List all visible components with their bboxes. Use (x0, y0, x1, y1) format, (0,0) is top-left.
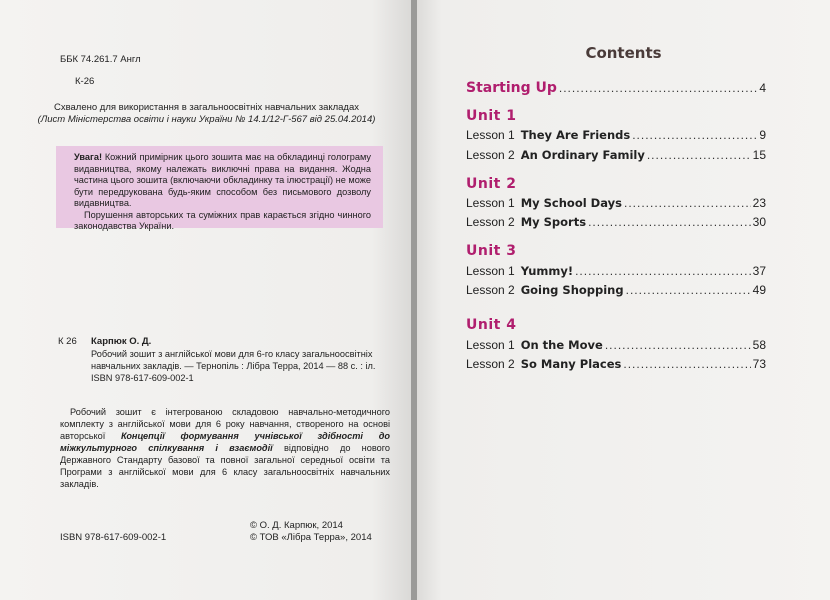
toc-page-number: 58 (752, 338, 766, 352)
book-description (60, 406, 390, 490)
toc-lesson-number: Lesson 1 (466, 196, 515, 210)
warning-box (56, 146, 383, 231)
toc-lesson-number: Lesson 1 (466, 264, 515, 278)
toc-leader-dots (626, 283, 751, 297)
toc-lesson-number: Lesson 2 (466, 148, 515, 162)
description-part-2: відповідно до нового Державного Стандарту базової та повної загальної середньої освіти та Програми з англійської мови для 6 класу загальноосвітніх навчальних закладів. (60, 443, 390, 489)
toc-unit-1-lesson-1[interactable] (466, 128, 766, 142)
toc-page-number: 49 (752, 283, 766, 297)
toc-page-number: 23 (752, 196, 766, 210)
toc-entry-title: Starting Up (466, 80, 557, 96)
toc-entry-title: Going Shopping (520, 283, 624, 297)
unit-4-heading: Unit 4 (466, 317, 517, 333)
toc-leader-dots (605, 338, 751, 352)
catalog-description (91, 348, 391, 384)
unit-2-heading: Unit 2 (466, 176, 517, 192)
toc-leader-dots (624, 196, 751, 210)
toc-unit-2-lesson-1[interactable] (466, 196, 766, 210)
udk-code: К-26 (75, 76, 95, 87)
description-concept: Концепції формування учнівської здібності до міжкультурного спілкування і взаємодії (60, 431, 390, 453)
copyright-author: © О. Д. Карпюк, 2014 (250, 520, 343, 531)
toc-lesson-number: Lesson 1 (466, 128, 515, 142)
warning-copyright-text: Порушення авторських та суміжних прав карається згідно чинного законодавства України. (74, 209, 371, 231)
toc-unit-4-lesson-1[interactable] (466, 338, 766, 352)
catalog-line-2: навчальних закладів. — Тернопіль : Лібра Терра, 2014 — 88 с. : іл. (91, 361, 376, 371)
catalog-line-1: Робочий зошит з англійської мови для 6-го класу загальноосвітніх (91, 349, 373, 359)
toc-entry-title: On the Move (520, 338, 603, 352)
unit-1-heading: Unit 1 (466, 108, 517, 124)
toc-entry-title: Yummy! (520, 264, 574, 278)
toc-page-number: 37 (752, 264, 766, 278)
toc-entry-title: My School Days (520, 196, 622, 210)
toc-unit-3-lesson-2[interactable] (466, 283, 766, 297)
toc-leader-dots (588, 215, 751, 229)
toc-lesson-number: Lesson 2 (466, 357, 515, 371)
toc-lesson-number: Lesson 1 (466, 338, 515, 352)
right-page (417, 0, 830, 600)
toc-leader-dots (559, 81, 757, 95)
toc-lesson-number: Lesson 2 (466, 283, 515, 297)
toc-page-number: 30 (752, 215, 766, 229)
unit-3-heading: Unit 3 (466, 243, 517, 259)
isbn-bottom: ISBN 978-617-609-002-1 (60, 532, 167, 543)
toc-unit-4-lesson-2[interactable] (466, 357, 766, 371)
contents-title: Contents (585, 44, 662, 62)
toc-leader-dots (647, 148, 751, 162)
description-part-1: Робочий зошит є інтегрованою складовою навчально-методичного комплекту з англійської мови для 6 року навчання, створеного на основі авторської (60, 407, 390, 441)
toc-page-number: 73 (752, 357, 766, 371)
toc-page-number: 4 (759, 81, 766, 95)
warning-title: Увага! (74, 152, 102, 162)
bbk-code: ББК 74.261.7 Англ (60, 54, 141, 65)
copyright-publisher: © ТОВ «Лібра Терра», 2014 (250, 532, 372, 543)
toc-entry-title: They Are Friends (520, 128, 631, 142)
toc-unit-2-lesson-2[interactable] (466, 215, 766, 229)
toc-entry-title: So Many Places (520, 357, 622, 371)
toc-page-number: 9 (759, 128, 766, 142)
toc-leader-dots (632, 128, 757, 142)
toc-leader-dots (623, 357, 750, 371)
toc-lesson-number: Lesson 2 (466, 215, 515, 229)
warning-text: Кожний примірник цього зошита має на обкладинці голограму видавництва, якому належать виключні права на видання. Жодна частина цього зошита (включаючи обкладинку та ілюстрації) не може бути передрукована будь-яким способом без письмового дозволу видавництва. (74, 152, 371, 208)
catalog-isbn: ISBN 978-617-609-002-1 (91, 373, 194, 383)
toc-page-number: 15 (752, 148, 766, 162)
toc-entry-title: My Sports (520, 215, 587, 229)
approval-reference: (Лист Міністерства освіти і науки України № 14.1/12-Г-567 від 25.04.2014) (37, 114, 376, 125)
toc-entry-title: An Ordinary Family (520, 148, 645, 162)
toc-starting-up[interactable] (466, 80, 766, 96)
catalog-author: Карпюк О. Д. (91, 336, 152, 347)
approval-line: Схвалено для використання в загальноосвітніх навчальних закладах (53, 102, 360, 113)
toc-leader-dots (575, 264, 751, 278)
toc-unit-3-lesson-1[interactable] (466, 264, 766, 278)
left-page (0, 0, 413, 600)
toc-unit-1-lesson-2[interactable] (466, 148, 766, 162)
catalog-code: К 26 (58, 336, 77, 347)
